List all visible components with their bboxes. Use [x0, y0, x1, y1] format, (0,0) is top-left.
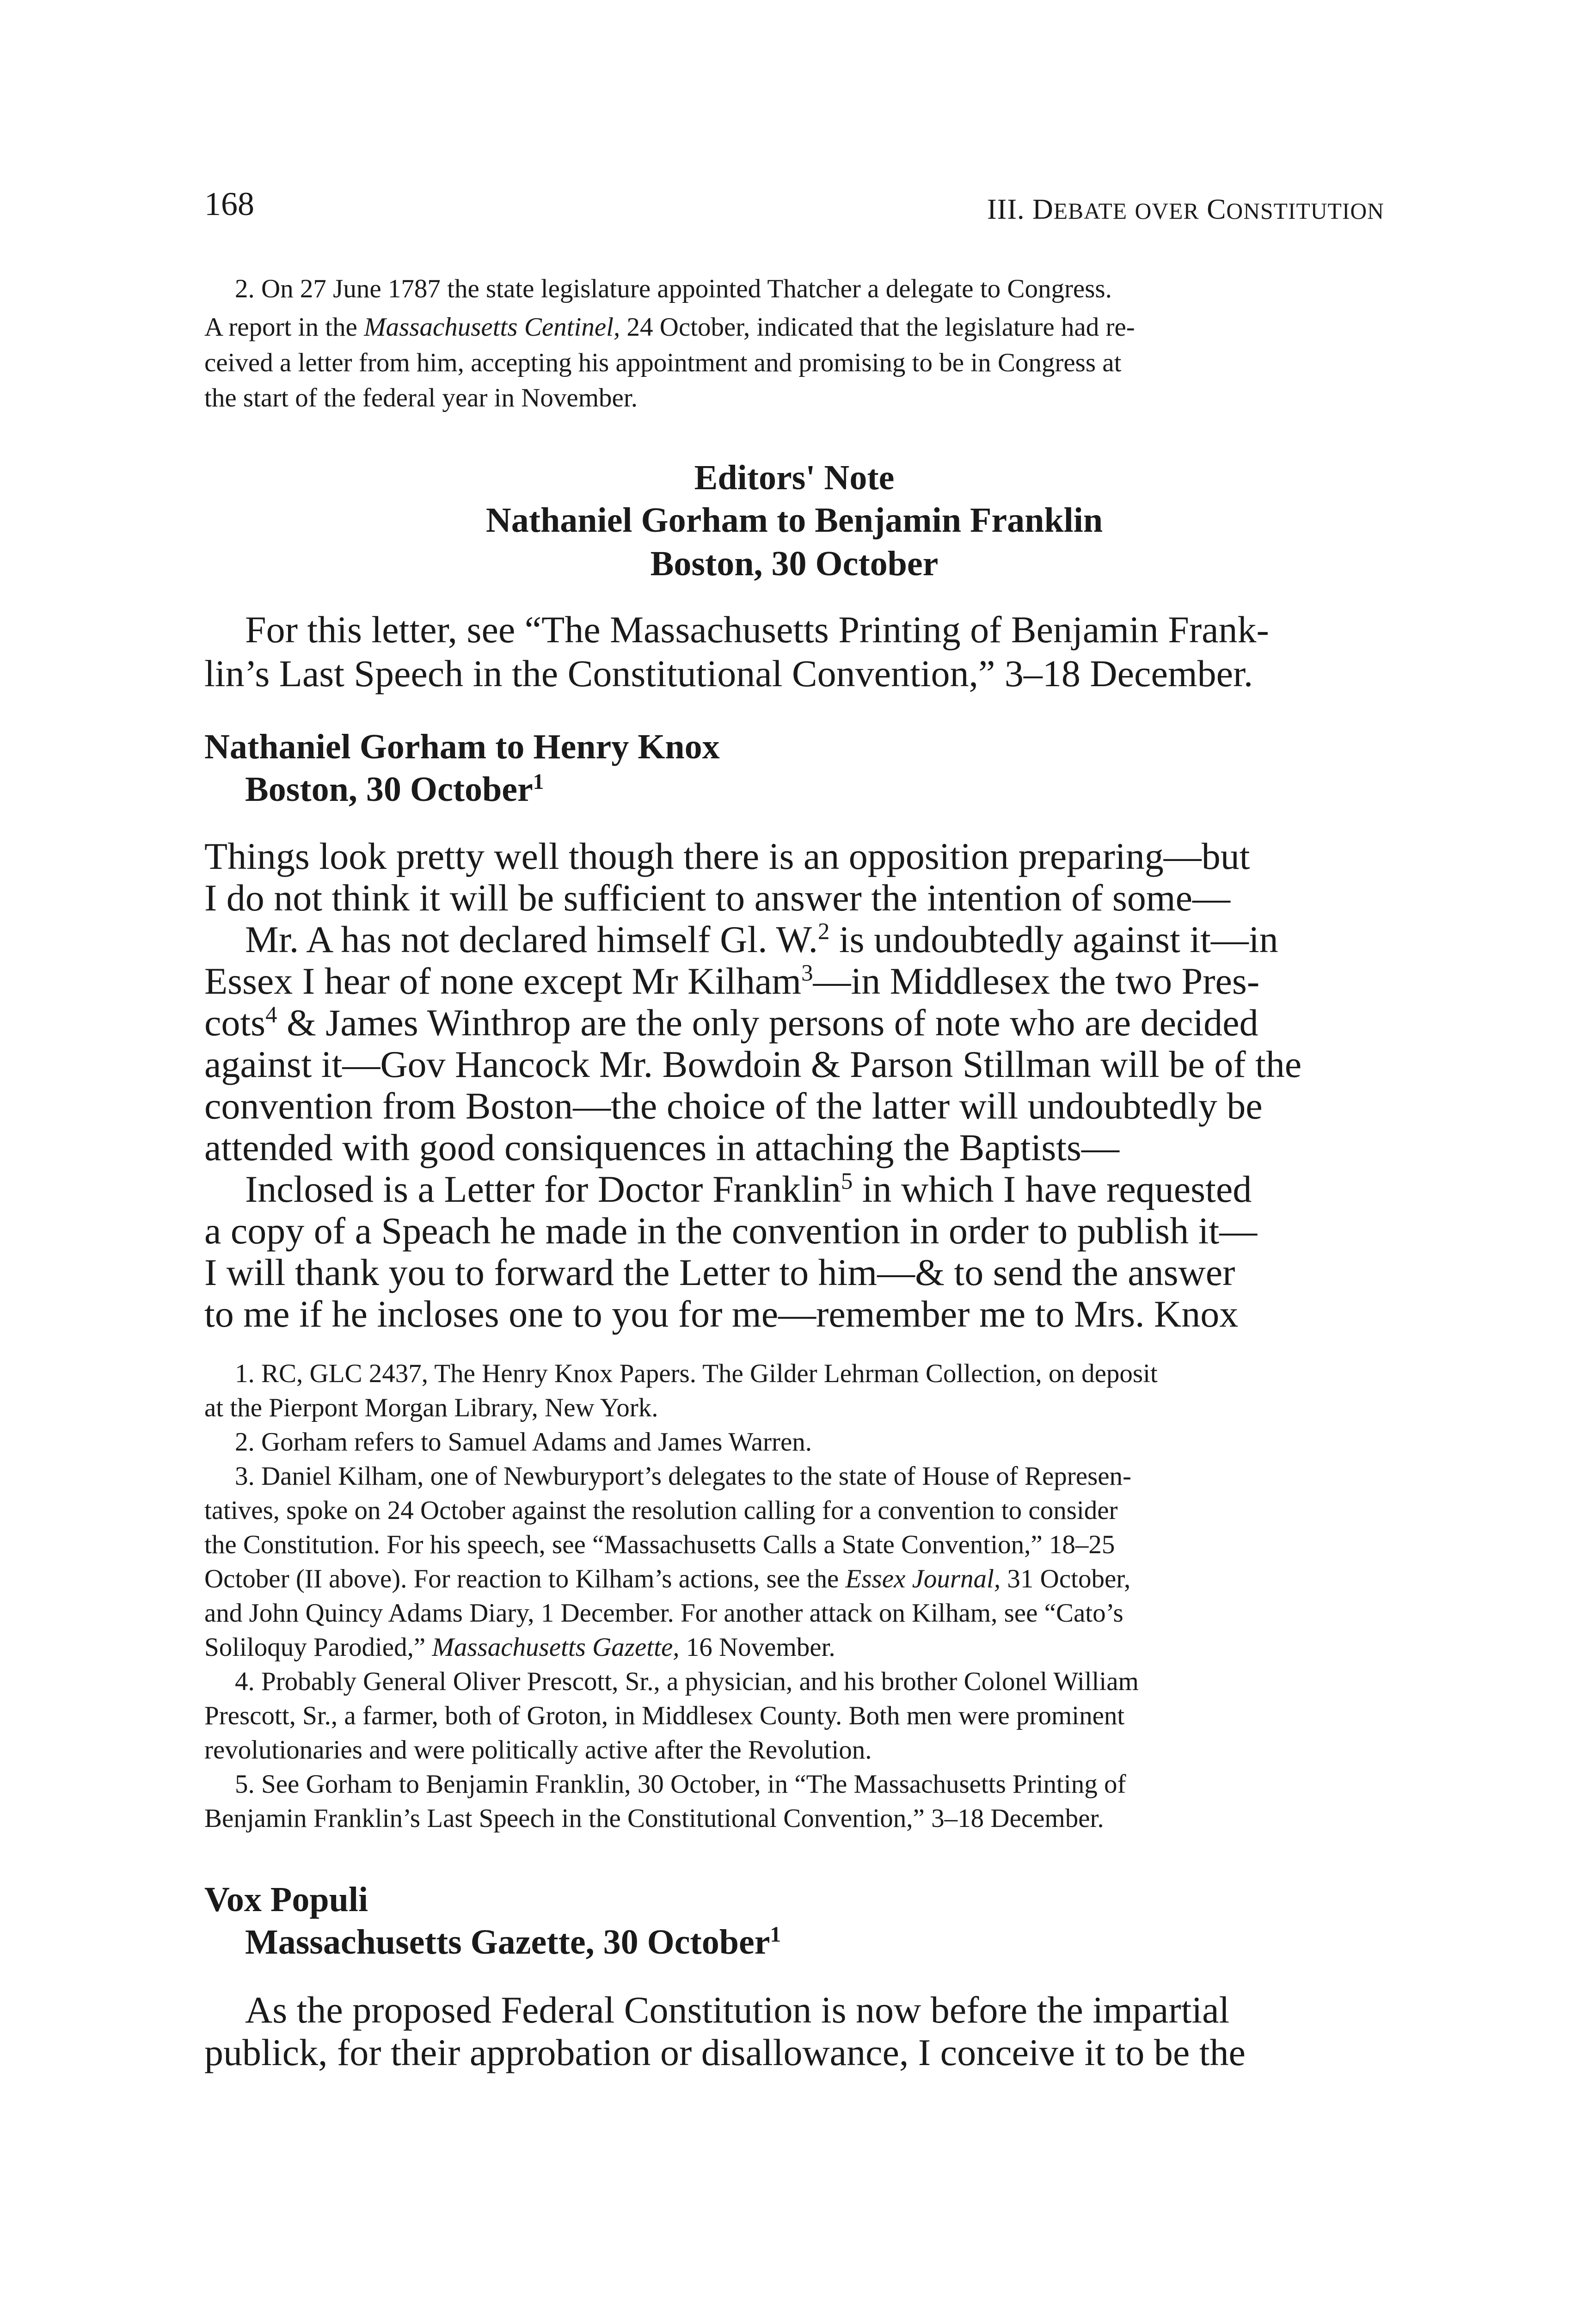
knox-line9-a: Inclosed is a Letter for Doctor Franklin — [245, 1168, 841, 1210]
knox-line4 — [204, 959, 1259, 1003]
knox-line3-note: 2 — [817, 918, 830, 945]
footnote3-line6-b: 16 November. — [679, 1633, 835, 1662]
header-roman: III. — [987, 194, 1025, 225]
footnote4-line2: Prescott, Sr., a farmer, both of Groton, in Middlesex County. Both men were prominent — [204, 1701, 1125, 1730]
knox-line3-a: Mr. A has not declared himself Gl. W. — [245, 918, 818, 960]
knox-line12: to me if he incloses one to you for me—remember me to Mrs. Knox — [204, 1293, 1239, 1335]
editors-note-title: Editors' Note — [694, 458, 895, 497]
vox-populi-source — [245, 1922, 781, 1962]
header-word2: OVER — [1135, 198, 1199, 224]
knox-line7: convention from Boston—the choice of the latter will undoubtedly be — [204, 1085, 1263, 1127]
footnote2: 2. Gorham refers to Samuel Adams and James Warren. — [235, 1427, 812, 1457]
knox-line5-note: 4 — [265, 1002, 277, 1028]
knox-line9-note: 5 — [841, 1168, 853, 1194]
header-word1-cap: D — [1032, 194, 1054, 225]
footnote5-line2: Benjamin Franklin’s Last Speech in the Constitutional Convention,” 3–18 December. — [204, 1804, 1104, 1833]
footnote3-line6-a: Soliloquy Parodied,” — [204, 1633, 432, 1662]
header-word3-cap: C — [1207, 194, 1227, 225]
knox-dateline-note: 1 — [533, 770, 544, 794]
knox-line3 — [245, 918, 1278, 961]
footnote3-line6 — [204, 1632, 835, 1662]
footnote3-line4-a: October (II above). For reaction to Kilham’s actions, see the — [204, 1564, 846, 1593]
knox-letter-title: Nathaniel Gorham to Henry Knox — [204, 727, 720, 766]
footnote1-line1: 1. RC, GLC 2437, The Henry Knox Papers. The Gilder Lehrman Collection, on deposit — [235, 1359, 1158, 1388]
knox-line4-note: 3 — [801, 960, 813, 986]
vox-populi-title: Vox Populi — [204, 1880, 368, 1919]
knox-line1: Things look pretty well though there is an opposition preparing—but — [204, 835, 1250, 877]
knox-line5 — [204, 1001, 1258, 1045]
footnote3-line3: the Constitution. For his speech, see “Massachusetts Calls a State Convention,” 18–25 — [204, 1530, 1115, 1559]
note2-line2-seg-2: 24 October, indicated that the legislature had re- — [620, 313, 1135, 342]
knox-line11: I will thank you to forward the Letter to him—& to send the answer — [204, 1251, 1235, 1293]
note2-line2-seg-0: A report in the — [204, 313, 364, 342]
footnote3-line1: 3. Daniel Kilham, one of Newburyport’s delegates to the state of House of Represen- — [235, 1462, 1132, 1491]
note2-line4: the start of the federal year in November. — [204, 383, 638, 412]
vox-source-text: Massachusetts Gazette, 30 October — [245, 1923, 770, 1962]
footnote3-line5: and John Quincy Adams Diary, 1 December. For another attack on Kilham, see “Cato’s — [204, 1599, 1123, 1628]
editors-note-line1: For this letter, see “The Massachusetts Printing of Benjamin Frank- — [245, 609, 1269, 651]
footnote4-line1: 4. Probably General Oliver Prescott, Sr., a physician, and his brother Colonel William — [235, 1667, 1139, 1696]
knox-line10: a copy of a Speach he made in the convention in order to publish it— — [204, 1210, 1258, 1252]
note2-line2-seg-1: Massachusetts Centinel, — [364, 313, 620, 342]
footnote3-line4 — [204, 1564, 1130, 1594]
footnote3-line2: tatives, spoke on 24 October against the resolution calling for a convention to consider — [204, 1496, 1118, 1525]
knox-line2: I do not think it will be sufficient to answer the intention of some— — [204, 877, 1230, 919]
note2-line3: ceived a letter from him, accepting his appointment and promising to be in Congress at — [204, 348, 1122, 377]
page-number: 168 — [204, 185, 254, 222]
footnote1-line2: at the Pierpont Morgan Library, New York. — [204, 1393, 658, 1422]
footnote5-line1: 5. See Gorham to Benjamin Franklin, 30 October, in “The Massachusetts Printing of — [235, 1770, 1126, 1799]
knox-line6: against it—Gov Hancock Mr. Bowdoin & Parson Stillman will be of the — [204, 1043, 1302, 1085]
editors-note-dateline: Boston, 30 October — [650, 544, 939, 583]
knox-line9 — [245, 1168, 1252, 1211]
vox-source-note: 1 — [770, 1923, 781, 1947]
knox-line3-b: is undoubtedly against it—in — [829, 918, 1278, 960]
editors-note-line2: lin’s Last Speech in the Constitutional Convention,” 3–18 December. — [204, 652, 1253, 695]
knox-line4-b: —in Middlesex the two Pres- — [813, 960, 1260, 1002]
note2-line1: 2. On 27 June 1787 the state legislature appointed Thatcher a delegate to Congress. — [235, 274, 1112, 303]
knox-dateline-text: Boston, 30 October — [245, 770, 533, 809]
knox-line5-a: cots — [204, 1002, 266, 1044]
knox-line4-a: Essex I hear of none except Mr Kilham — [204, 960, 802, 1002]
vox-populi-line2: publick, for their approbation or disallowance, I conceive it to be the — [204, 2031, 1246, 2073]
header-word3-rest: ONSTITUTION — [1226, 198, 1384, 224]
footnote3-essex-journal: Essex Journal, — [845, 1564, 1001, 1593]
header-word1-rest: EBATE — [1053, 198, 1128, 224]
footnote3-line4-b: 31 October, — [1001, 1564, 1131, 1593]
footnote4-line3: revolutionaries and were politically active after the Revolution. — [204, 1735, 872, 1765]
knox-letter-dateline — [245, 769, 544, 810]
knox-line8: attended with good consiquences in attaching the Baptists— — [204, 1126, 1119, 1168]
note2-line2-full — [204, 312, 1384, 342]
knox-line9-b: in which I have requested — [853, 1168, 1252, 1210]
footnote3-mass-gazette: Massachusetts Gazette, — [432, 1633, 680, 1662]
editors-note-subtitle: Nathaniel Gorham to Benjamin Franklin — [485, 501, 1103, 540]
running-header — [987, 193, 1384, 226]
vox-populi-line1: As the proposed Federal Constitution is now before the impartial — [245, 1989, 1230, 2031]
knox-line5-b: & James Winthrop are the only persons of note who are decided — [277, 1002, 1258, 1044]
